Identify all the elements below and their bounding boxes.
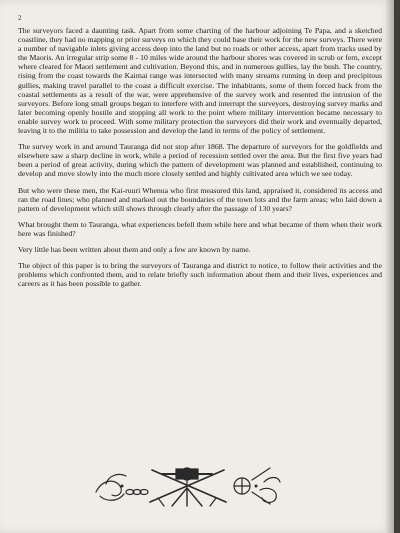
page-edge	[394, 0, 400, 533]
body-text	[18, 26, 382, 295]
surveying-instruments-ornament-icon	[92, 462, 282, 508]
paragraph-5: Very little has been written about them and only a few are known by name.	[18, 244, 251, 254]
paragraph-1: The surveyors faced a daunting task. Apart from some charting of the harbour adjoining Te Papa, and a sketched coastline, they had no mapping or prior surveys on which they could base their work for the new surveys. There were a number of navigable inlets giving access deep into the land but no roads or other access, apart from tracks used by the Maoris. An irregular strip some 8 - 10 miles wide around the harbour shores was covered in scrub or fern, except where cleared for Maori settlement and cultivation. Beyond this, and in numerous gullies, lay the bush. The country, rising from the coast towards the Kaimai range was intersected with many streams running in deep and precipitous gullies, making travel parallel to the coast a difficult exercise. The inhabitants, some of them forced back from the coastal settlements as a result of the war, were apprehensive of the survey work and resented the intrusion of the surveyors. Before long small groups began to interfere with and interrupt the surveyors, destroying survey marks and later becoming openly hostile and stopping all work to the point where military intervention became necessary to enable survey work to proceed. With some military protection the surveyors did their work and eventually departed, leaving it to the militia to take possession and develop the land in terms of the policy of settlement.	[18, 26, 383, 136]
paragraph-4: What brought them to Tauranga, what experiences befell them while here and what became of them when their work here was finished?	[18, 219, 382, 238]
paragraph-6: The object of this paper is to bring the surveyors of Tauranga and district to notice, to follow their activities and the problems which confronted them, and to relate briefly such information about them and their lives, experiences and careers as it has been possible to gather.	[18, 261, 382, 289]
paragraph-3: But who were these men, the Kai-ruuri Whenua who first measured this land, appraised it, considered its access and ran the road lines; who planned and marked out the boundaries of the town lots and the farm areas; who laid down a pattern of development which still shows through clearly after the passage of 130 years?	[18, 185, 382, 213]
paragraph-2: The survey work in and around Tauranga did not stop after 1868. The departure of surveyors for the goldfields and elsewhere saw a sharp decline in work, while a period of recession settled over the area. But the first five years had been a period of great activity, during which the pattern of development was planned and established, continuing to develop and move slowly into the much more closely settled and highly cultivated area which we see today.	[18, 142, 382, 179]
page-number: 2	[18, 14, 22, 22]
